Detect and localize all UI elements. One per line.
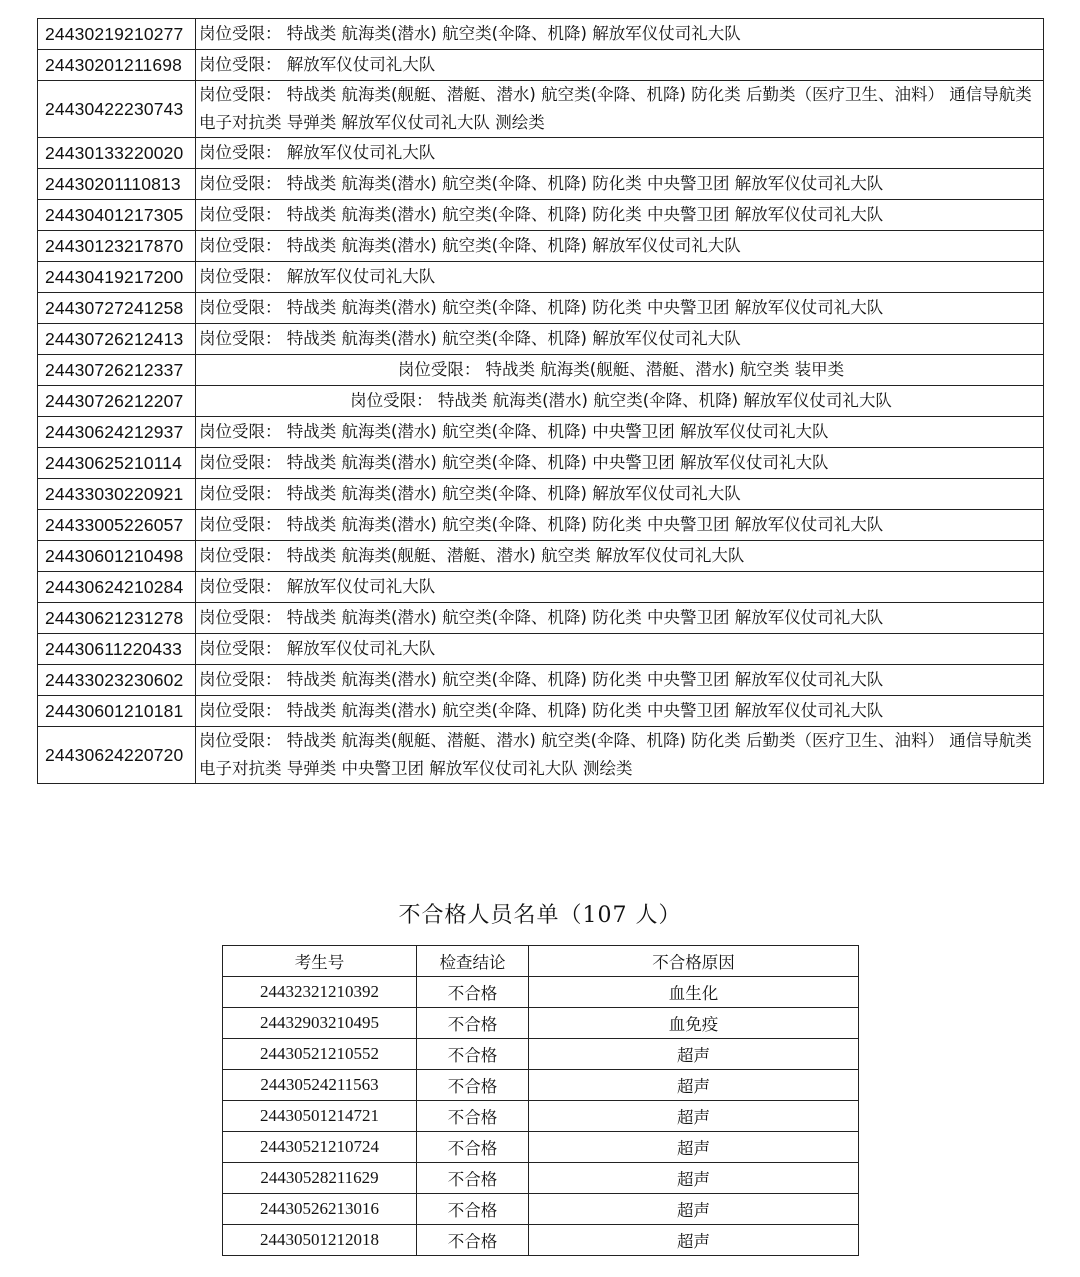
exam-number-cell: 24430521210552 <box>223 1039 417 1070</box>
fail-list-table <box>222 945 859 1256</box>
conclusion-cell: 不合格 <box>417 977 529 1008</box>
restriction-row <box>38 603 1044 634</box>
exam-number-cell: 24430133220020 <box>38 138 196 169</box>
restriction-text-cell: 岗位受限： 特战类 航海类(潜水) 航空类(伞降、机降) 中央警卫团 解放军仪仗司礼大队 <box>196 448 1044 479</box>
exam-number-cell: 24430621231278 <box>38 603 196 634</box>
reason-cell: 超声 <box>529 1132 859 1163</box>
restriction-row <box>38 169 1044 200</box>
restriction-row <box>38 572 1044 603</box>
restriction-row <box>38 231 1044 262</box>
fail-row <box>223 1008 859 1039</box>
fail-row <box>223 1194 859 1225</box>
reason-cell: 超声 <box>529 1225 859 1256</box>
restriction-text-cell: 岗位受限： 特战类 航海类(潜水) 航空类(伞降、机降) 防化类 中央警卫团 解放军仪仗司礼大队 <box>196 169 1044 200</box>
restriction-row <box>38 293 1044 324</box>
restriction-text-cell: 岗位受限： 解放军仪仗司礼大队 <box>196 262 1044 293</box>
conclusion-cell: 不合格 <box>417 1225 529 1256</box>
exam-number-cell: 24430526213016 <box>223 1194 417 1225</box>
exam-number-cell: 24430219210277 <box>38 19 196 50</box>
restriction-text-cell: 岗位受限： 特战类 航海类(潜水) 航空类(伞降、机降) 防化类 中央警卫团 解放军仪仗司礼大队 <box>196 603 1044 634</box>
exam-number-cell: 24430201110813 <box>38 169 196 200</box>
exam-number-cell: 24430528211629 <box>223 1163 417 1194</box>
exam-number-cell: 24430524211563 <box>223 1070 417 1101</box>
exam-number-cell: 24430201211698 <box>38 50 196 81</box>
exam-number-cell: 24430601210181 <box>38 696 196 727</box>
fail-row <box>223 977 859 1008</box>
restriction-row <box>38 417 1044 448</box>
exam-number-cell: 24432903210495 <box>223 1008 417 1039</box>
restriction-row <box>38 541 1044 572</box>
reason-cell: 血生化 <box>529 977 859 1008</box>
fail-table-body <box>223 977 859 1256</box>
restriction-text-cell: 岗位受限： 特战类 航海类(潜水) 航空类(伞降、机降) 防化类 中央警卫团 解放军仪仗司礼大队 <box>196 665 1044 696</box>
restriction-text-cell: 岗位受限： 特战类 航海类(舰艇、潜艇、潜水) 航空类(伞降、机降) 防化类 后勤类（医疗卫生、油料） 通信导航类 电子对抗类 导弹类 中央警卫团 解放军仪仗司礼大队 测绘类 <box>196 727 1044 784</box>
reason-cell: 超声 <box>529 1070 859 1101</box>
header-exam-number: 考生号 <box>223 946 417 977</box>
exam-number-cell: 24430501212018 <box>223 1225 417 1256</box>
conclusion-cell: 不合格 <box>417 1194 529 1225</box>
restriction-text-cell: 岗位受限： 特战类 航海类(潜水) 航空类(伞降、机降) 解放军仪仗司礼大队 <box>196 19 1044 50</box>
restriction-text-cell: 岗位受限： 特战类 航海类(舰艇、潜艇、潜水) 航空类 装甲类 <box>196 355 1044 386</box>
exam-number-cell: 24430726212413 <box>38 324 196 355</box>
conclusion-cell: 不合格 <box>417 1008 529 1039</box>
reason-cell: 血免疫 <box>529 1008 859 1039</box>
reason-cell: 超声 <box>529 1194 859 1225</box>
exam-number-cell: 24430601210498 <box>38 541 196 572</box>
conclusion-cell: 不合格 <box>417 1039 529 1070</box>
exam-number-cell: 24430123217870 <box>38 231 196 262</box>
restriction-text-cell: 岗位受限： 特战类 航海类(潜水) 航空类(伞降、机降) 解放军仪仗司礼大队 <box>196 386 1044 417</box>
conclusion-cell: 不合格 <box>417 1132 529 1163</box>
restriction-text-cell: 岗位受限： 特战类 航海类(舰艇、潜艇、潜水) 航空类(伞降、机降) 防化类 后勤类（医疗卫生、油料） 通信导航类 电子对抗类 导弹类 解放军仪仗司礼大队 测绘类 <box>196 81 1044 138</box>
fail-row <box>223 1101 859 1132</box>
restriction-row <box>38 324 1044 355</box>
exam-number-cell: 24433023230602 <box>38 665 196 696</box>
fail-row <box>223 1163 859 1194</box>
restriction-text-cell: 岗位受限： 特战类 航海类(潜水) 航空类(伞降、机降) 防化类 中央警卫团 解放军仪仗司礼大队 <box>196 293 1044 324</box>
restriction-row <box>38 665 1044 696</box>
restriction-text-cell: 岗位受限： 解放军仪仗司礼大队 <box>196 634 1044 665</box>
restriction-row <box>38 19 1044 50</box>
restriction-row <box>38 138 1044 169</box>
restriction-row <box>38 448 1044 479</box>
exam-number-cell: 24430624210284 <box>38 572 196 603</box>
restriction-text-cell: 岗位受限： 解放军仪仗司礼大队 <box>196 572 1044 603</box>
conclusion-cell: 不合格 <box>417 1101 529 1132</box>
exam-number-cell: 24430624212937 <box>38 417 196 448</box>
exam-number-cell: 24430401217305 <box>38 200 196 231</box>
restriction-row <box>38 696 1044 727</box>
exam-number-cell: 24430501214721 <box>223 1101 417 1132</box>
conclusion-cell: 不合格 <box>417 1070 529 1101</box>
restriction-text-cell: 岗位受限： 解放军仪仗司礼大队 <box>196 50 1044 81</box>
restriction-text-cell: 岗位受限： 特战类 航海类(潜水) 航空类(伞降、机降) 解放军仪仗司礼大队 <box>196 324 1044 355</box>
exam-number-cell: 24430625210114 <box>38 448 196 479</box>
restriction-row <box>38 727 1044 784</box>
exam-number-cell: 24430521210724 <box>223 1132 417 1163</box>
restriction-row <box>38 634 1044 665</box>
restriction-row <box>38 479 1044 510</box>
restriction-row <box>38 386 1044 417</box>
restriction-row <box>38 262 1044 293</box>
header-reason: 不合格原因 <box>529 946 859 977</box>
conclusion-cell: 不合格 <box>417 1163 529 1194</box>
exam-number-cell: 24430422230743 <box>38 81 196 138</box>
exam-number-cell: 24430624220720 <box>38 727 196 784</box>
fail-list-title: 不合格人员名单（107 人） <box>398 903 682 928</box>
restriction-text-cell: 岗位受限： 特战类 航海类(潜水) 航空类(伞降、机降) 防化类 中央警卫团 解放军仪仗司礼大队 <box>196 510 1044 541</box>
fail-row <box>223 1039 859 1070</box>
restriction-text-cell: 岗位受限： 特战类 航海类(潜水) 航空类(伞降、机降) 解放军仪仗司礼大队 <box>196 479 1044 510</box>
exam-number-cell: 24433030220921 <box>38 479 196 510</box>
exam-number-cell: 24433005226057 <box>38 510 196 541</box>
reason-cell: 超声 <box>529 1163 859 1194</box>
fail-row <box>223 1070 859 1101</box>
restriction-row <box>38 510 1044 541</box>
restriction-row <box>38 50 1044 81</box>
restriction-table <box>37 18 1044 784</box>
fail-row <box>223 1225 859 1256</box>
restriction-text-cell: 岗位受限： 特战类 航海类(舰艇、潜艇、潜水) 航空类 解放军仪仗司礼大队 <box>196 541 1044 572</box>
fail-table-header-row <box>223 946 859 977</box>
header-conclusion: 检查结论 <box>417 946 529 977</box>
reason-cell: 超声 <box>529 1039 859 1070</box>
restriction-text-cell: 岗位受限： 特战类 航海类(潜水) 航空类(伞降、机降) 防化类 中央警卫团 解放军仪仗司礼大队 <box>196 696 1044 727</box>
exam-number-cell: 24430726212337 <box>38 355 196 386</box>
restriction-text-cell: 岗位受限： 特战类 航海类(潜水) 航空类(伞降、机降) 防化类 中央警卫团 解放军仪仗司礼大队 <box>196 200 1044 231</box>
restriction-table-body <box>38 19 1044 784</box>
restriction-row <box>38 81 1044 138</box>
exam-number-cell: 24432321210392 <box>223 977 417 1008</box>
exam-number-cell: 24430419217200 <box>38 262 196 293</box>
restriction-text-cell: 岗位受限： 解放军仪仗司礼大队 <box>196 138 1044 169</box>
restriction-text-cell: 岗位受限： 特战类 航海类(潜水) 航空类(伞降、机降) 解放军仪仗司礼大队 <box>196 231 1044 262</box>
restriction-text-cell: 岗位受限： 特战类 航海类(潜水) 航空类(伞降、机降) 中央警卫团 解放军仪仗司礼大队 <box>196 417 1044 448</box>
exam-number-cell: 24430726212207 <box>38 386 196 417</box>
exam-number-cell: 24430727241258 <box>38 293 196 324</box>
restriction-row <box>38 355 1044 386</box>
reason-cell: 超声 <box>529 1101 859 1132</box>
restriction-row <box>38 200 1044 231</box>
fail-row <box>223 1132 859 1163</box>
exam-number-cell: 24430611220433 <box>38 634 196 665</box>
